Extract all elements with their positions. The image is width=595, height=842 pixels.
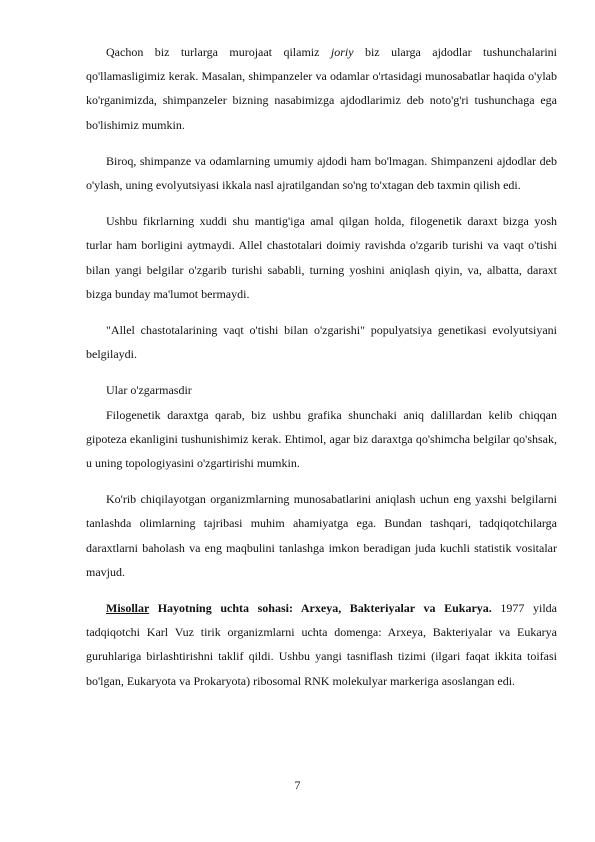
p1-text-c: biz ularga ajdodlar tushunchalarini qo'llamasligimiz kerak. Masalan, shimpanzeler va odamlar o'rtasidagi munosabatlar haqida o'ylab ko'rganimizda, shimpanzeler bizning nasabimizga ajdodlarimiz deb noto'g'ri tushunchaga ega bo'lishimiz mumkin. [86,45,557,132]
p1-italic-word: joriy [330,45,354,59]
paragraph-4: "Allel chastotalarining vaqt o'tishi bilan o'zgarishi" populyatsiya genetikasi evolyutsiyani belgilaydi. [86,323,557,362]
p7-bold-heading: Hayotning uchta sohasi: Arxeya, Bakteriyalar va Eukarya. [149,601,492,616]
paragraph-6: Ko'rib chiqilayotgan organizmlarning munosabatlarini aniqlash uchun eng yaxshi belgilarni tanlashda olimlarning tajribasi muhim ahamiyatga ega. Bundan tashqari, tadqiqotchilarga daraxtlarni baholash va eng maqbulini tanlashga imkon beradigan juda kuchli statistik vositalar mavjud. [86,492,557,579]
p1-text-a: Qachon biz turlarga murojaat qilamiz [106,45,331,59]
section-heading: Ular o'zgarmasdir [106,383,192,398]
p7-text: 1977 yilda tadqiqotchi Karl Vuz tirik organizmlarni uchta domenga: Arxeya, Bakteriyalar va Eukarya guruhlariga birlashtirishni taklif qildi. Ushbu yangi tasniflash tizimi (ilgari faqat ikkita toifasi bo'lgan, Eukaryota va Prokaryota) ribosomal RNK molekulyar markeriga asoslangan edi. [86,601,557,688]
examples-link[interactable]: Misollar [106,601,150,616]
document-page [86,40,557,705]
page-number: 7 [294,778,301,792]
paragraph-2: Biroq, shimpanze va odamlarning umumiy ajdodi ham bo'lmagan. Shimpanzeni ajdodlar deb o'ylash, uning evolyutsiyasi ikkala nasl ajratilgandan so'ng to'xtagan deb taxmin qilish edi. [86,153,557,193]
paragraph-7 [86,596,557,693]
paragraph-5: Filogenetik daraxtga qarab, biz ushbu grafika shunchaki aniq dalillardan kelib chiqqan gipoteza ekanligini tushunishimiz kerak. Ehtimol, agar biz daraxtga qo'shimcha belgilar qo'shsak, u uning topologiyasini o'zgartirishi mumkin. [86,407,557,471]
paragraph-3: Ushbu fikrlarning xuddi shu mantig'iga amal qilgan holda, filogenetik daraxt bizga yosh turlar ham borligini aytmaydi. Allel chastotalari doimiy ravishda o'zgarib turishi va vaqt o'tishi bilan yangi belgilar o'zgarib turishi sababli, turning yoshini aniqlash qiyin, va, albatta, daraxt bizga bunday ma'lumot bermaydi. [86,214,557,301]
paragraph-1 [86,40,557,137]
